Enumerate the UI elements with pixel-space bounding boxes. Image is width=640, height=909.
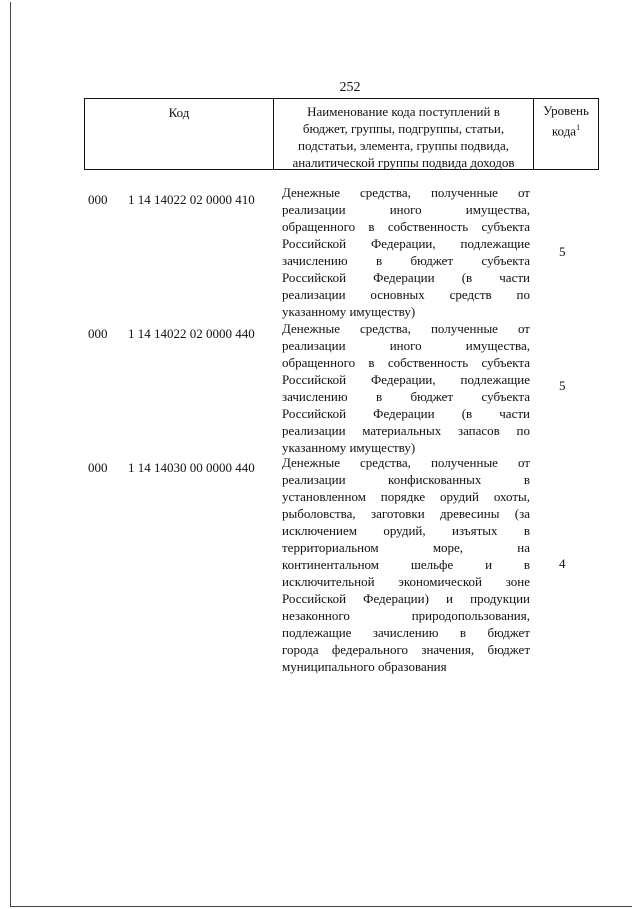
description-line: указанному имуществу) — [282, 440, 416, 455]
description-line: Денежные средства, полученные от — [282, 321, 530, 336]
table-header — [84, 98, 599, 170]
row-description — [282, 184, 530, 320]
description-line: Денежные средства, полученные от — [282, 185, 530, 200]
header-level-label: кода — [551, 123, 577, 139]
row-description — [282, 320, 530, 456]
description-line: реализации основных средств по — [282, 287, 530, 302]
row-prefix: 000 — [88, 460, 108, 475]
footnote-marker: 1 — [576, 123, 581, 132]
row-code: 1 14 14030 00 0000 440 — [128, 460, 255, 475]
description-line: реализации иного имущества, — [282, 202, 530, 217]
description-line: обращенного в собственность субъекта — [282, 219, 530, 234]
row-level: 5 — [559, 244, 566, 259]
header-name-line: подстатьи, элемента, группы подвида, — [298, 138, 509, 153]
row-prefix: 000 — [88, 192, 108, 207]
row-code: 1 14 14022 02 0000 440 — [128, 326, 255, 341]
row-level: 5 — [559, 378, 566, 393]
description-line: территориальном море, на — [282, 540, 530, 555]
page-number: 252 — [339, 80, 361, 95]
header-level-line1: Уровень — [543, 103, 589, 118]
description-line: Российской Федерации (в части — [282, 270, 530, 285]
header-name-line: Наименование кода поступлений в — [307, 104, 500, 119]
header-name-line: аналитической группы подвида доходов — [292, 155, 515, 170]
row-level: 4 — [559, 556, 566, 571]
header-level-cell — [534, 99, 598, 169]
description-line: реализации конфискованных в — [282, 472, 530, 487]
description-line: реализации иного имущества, — [282, 338, 530, 353]
description-line: исключением орудий, изъятых в — [282, 523, 530, 538]
header-code-cell — [85, 99, 274, 169]
description-line: Российской Федерации, подлежащие — [282, 236, 530, 251]
header-name-line: бюджет, группы, подгруппы, статьи, — [302, 121, 505, 136]
description-line: Российской Федерации (в части — [282, 406, 530, 421]
description-line: зачислению в бюджет субъекта — [282, 253, 530, 268]
description-line: реализации материальных запасов по — [282, 423, 530, 438]
description-line: Денежные средства, полученные от — [282, 455, 530, 470]
description-line: установленном порядке орудий охоты, — [282, 489, 530, 504]
description-line: континентальном шельфе и в — [282, 557, 530, 572]
header-level-line2 — [534, 119, 598, 139]
description-line: зачислению в бюджет субъекта — [282, 389, 530, 404]
header-name-cell — [274, 99, 534, 169]
description-line: города федерального значения, бюджет — [282, 642, 530, 657]
header-code-label: Код — [168, 105, 190, 120]
description-line: незаконного природопользования, — [282, 608, 530, 623]
row-prefix: 000 — [88, 326, 108, 341]
description-line: указанному имуществу) — [282, 304, 416, 319]
description-line: рыболовства, заготовки древесины (за — [282, 506, 530, 521]
description-line: обращенного в собственность субъекта — [282, 355, 530, 370]
row-description — [282, 454, 530, 675]
description-line: подлежащие зачислению в бюджет — [282, 625, 530, 640]
description-line: Российской Федерации) и продукции — [282, 591, 530, 606]
row-code: 1 14 14022 02 0000 410 — [128, 192, 255, 207]
description-line: муниципального образования — [282, 659, 447, 674]
description-line: Российской Федерации, подлежащие — [282, 372, 530, 387]
description-line: исключительной экономической зоне — [282, 574, 530, 589]
